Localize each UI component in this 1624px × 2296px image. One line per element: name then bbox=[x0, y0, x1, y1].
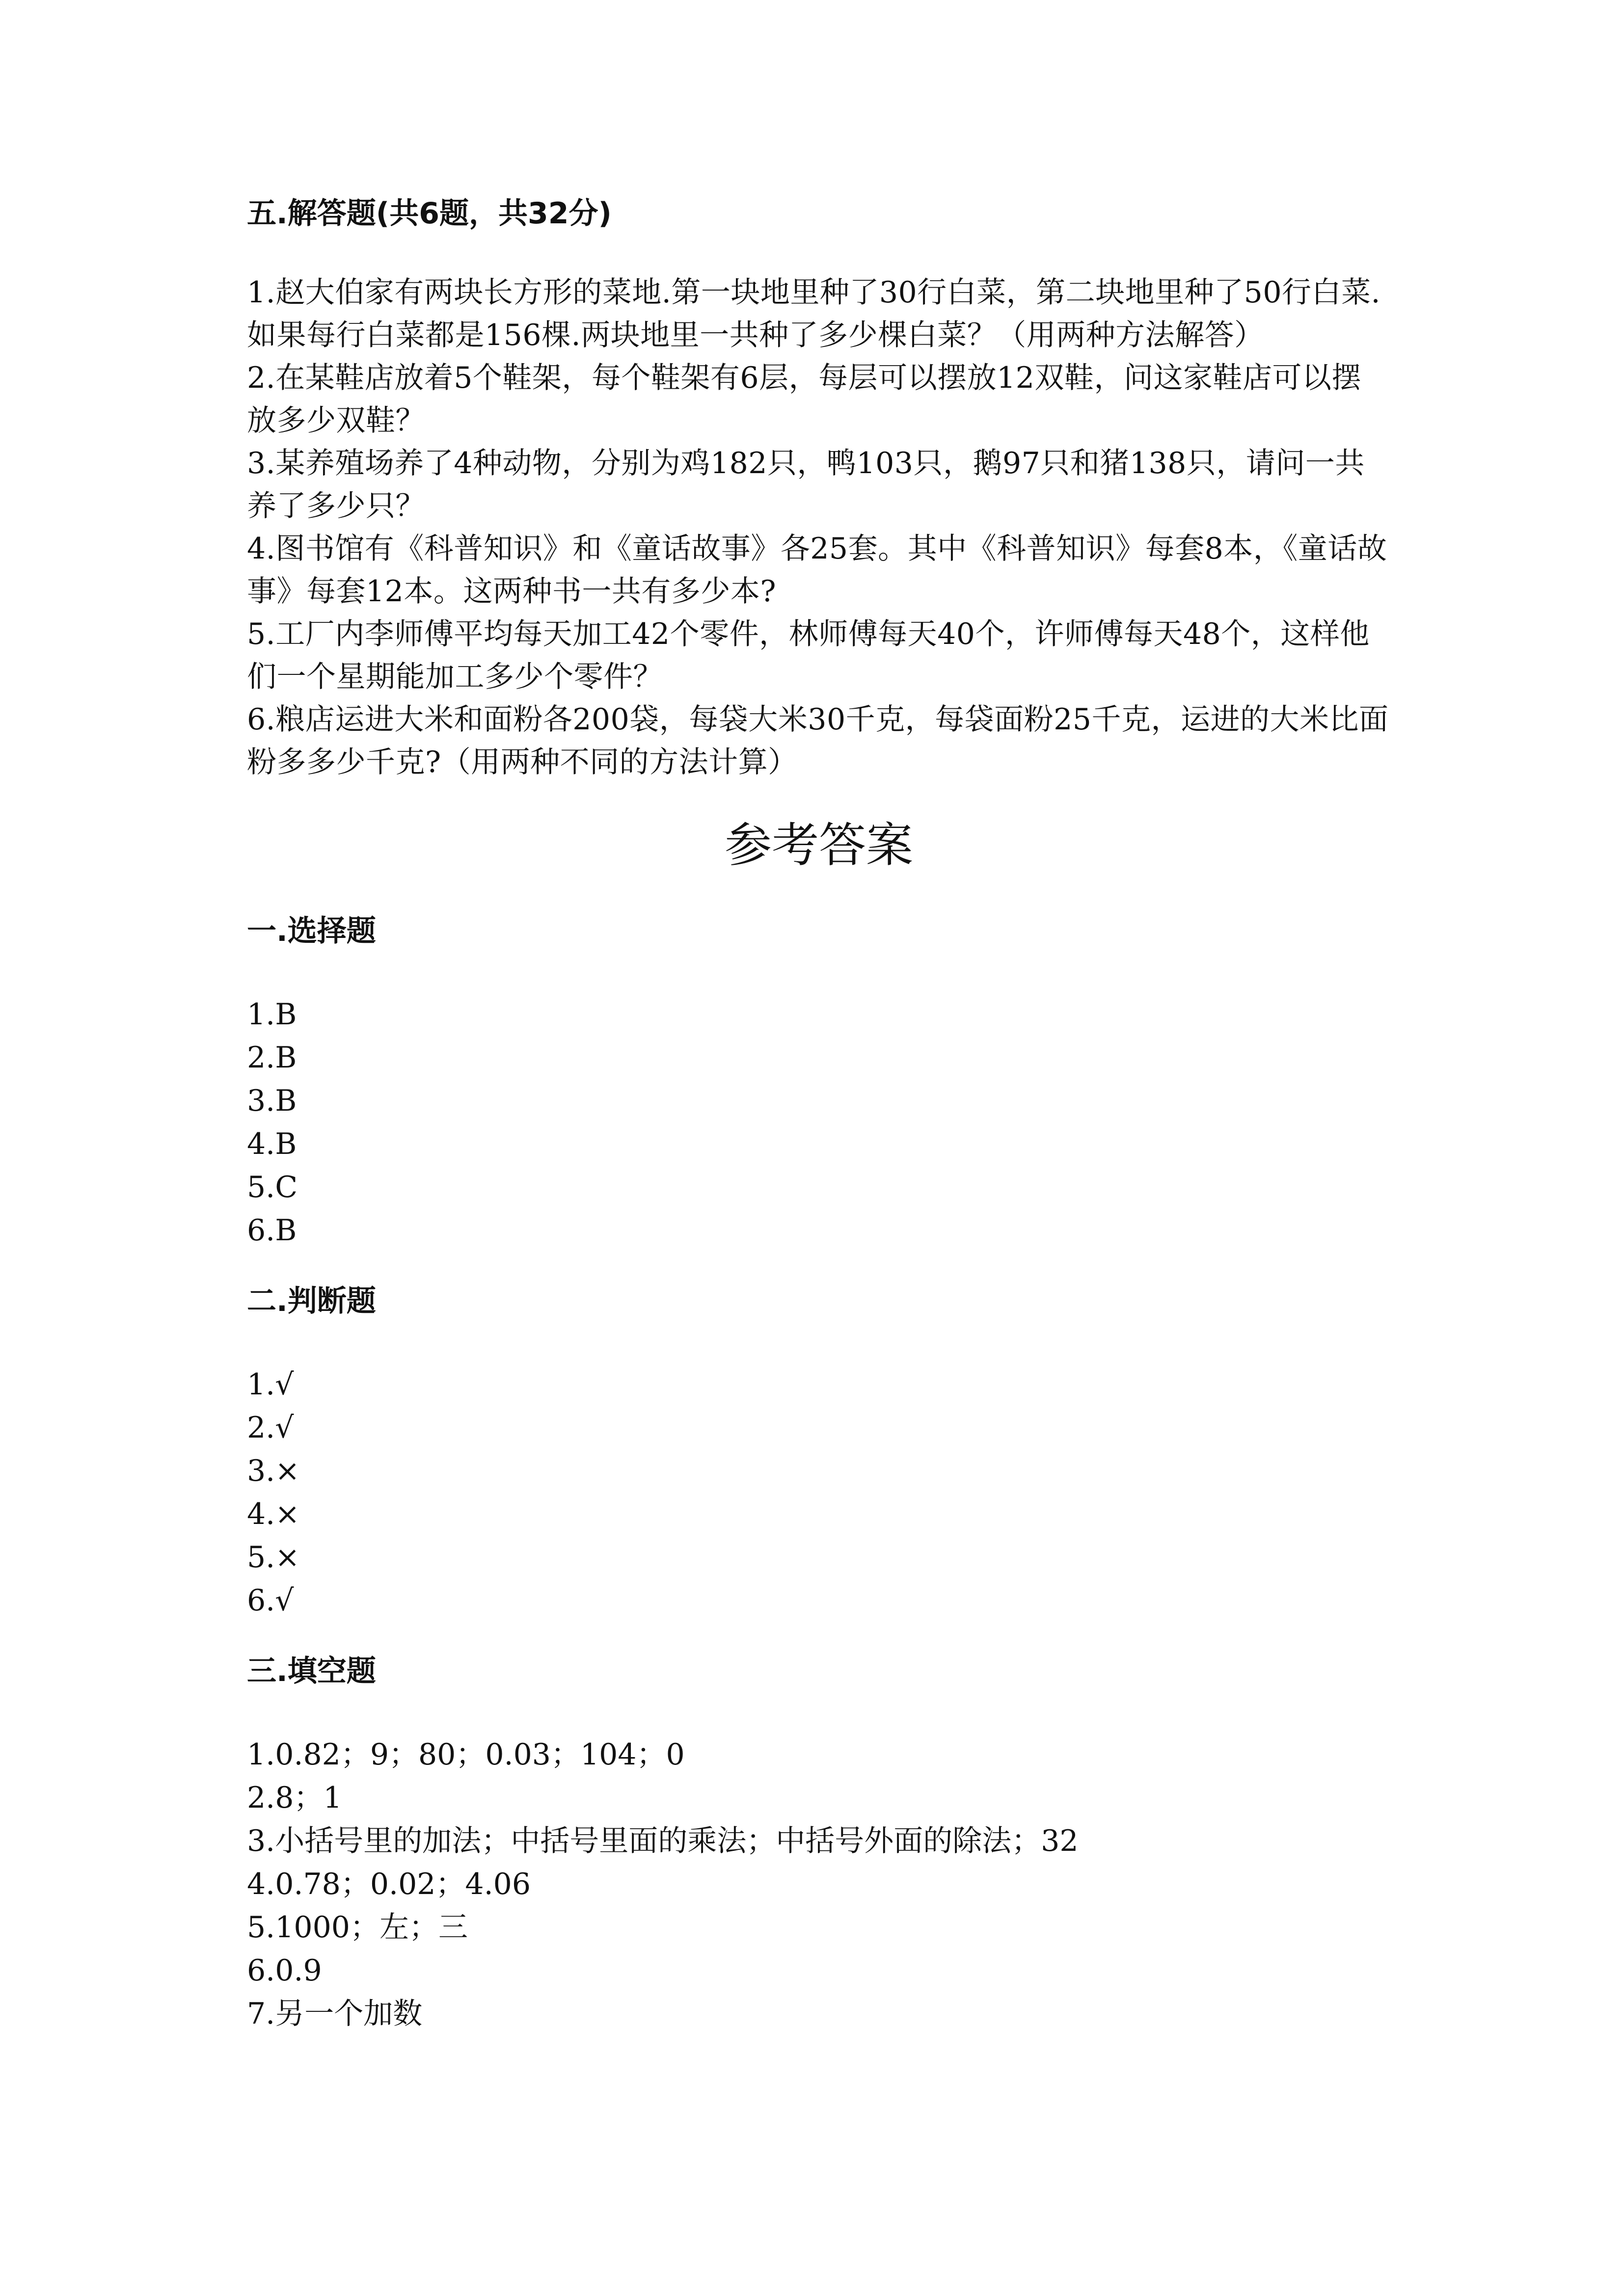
answer-section-heading: 一.选择题 bbox=[247, 914, 376, 948]
answer-item: 6.B bbox=[247, 1213, 297, 1248]
answer-item: 6.0.9 bbox=[247, 1953, 322, 1988]
problem-4: 4.图书馆有《科普知识》和《童话故事》各25套。其中《科普知识》每套8本，《童话故事》每套12本。这两种书一共有多少本? bbox=[247, 532, 1387, 609]
answer-item: 4.0.78；0.02；4.06 bbox=[247, 1867, 531, 1901]
answer-item: 3.小括号里的加法；中括号里面的乘法；中括号外面的除法；32 bbox=[247, 1824, 1079, 1858]
problem-3: 3.某养殖场养了4种动物，分别为鸡182只，鸭103只，鹅97只和猪138只，请问一共养了多少只？ bbox=[247, 446, 1365, 523]
answer-item: 5.× bbox=[247, 1540, 300, 1575]
answer-section-fill-in bbox=[247, 1652, 1391, 2035]
answer-list bbox=[247, 1733, 1391, 2035]
answer-item: 1.B bbox=[247, 997, 297, 1032]
answer-item: 1.0.82；9；80；0.03；104；0 bbox=[247, 1737, 685, 1772]
answer-item: 2.8；1 bbox=[247, 1781, 342, 1815]
answer-item: 4.B bbox=[247, 1127, 297, 1161]
page-content bbox=[247, 194, 1391, 2035]
answer-item: 6.√ bbox=[247, 1583, 294, 1618]
problem-5: 5.工厂内李师傅平均每天加工42个零件，林师傅每天40个，许师傅每天48个，这样他们一个星期能加工多少个零件？ bbox=[247, 617, 1370, 694]
answer-section-heading: 二.判断题 bbox=[247, 1284, 376, 1318]
problem-1: 1.赵大伯家有两块长方形的菜地.第一块地里种了30行白菜，第二块地里种了50行白菜.如果每行白菜都是156棵.两块地里一共种了多少棵白菜？（用两种方法解答） bbox=[247, 275, 1381, 352]
answer-item: 5.1000；左；三 bbox=[247, 1910, 468, 1945]
answer-section-heading: 三.填空题 bbox=[247, 1654, 376, 1688]
answer-item: 4.× bbox=[247, 1497, 300, 1531]
answer-item: 7.另一个加数 bbox=[247, 1997, 423, 2031]
answer-item: 2.B bbox=[247, 1041, 297, 1075]
part5-heading: 五.解答题(共6题，共32分) bbox=[247, 196, 612, 231]
answer-list bbox=[247, 1363, 1391, 1622]
answer-item: 1.√ bbox=[247, 1367, 294, 1402]
answer-list bbox=[247, 993, 1391, 1252]
answer-section-choice bbox=[247, 911, 1391, 1252]
answer-item: 2.√ bbox=[247, 1411, 294, 1445]
problem-list bbox=[247, 271, 1391, 784]
answer-item: 3.B bbox=[247, 1084, 297, 1118]
answer-item: 3.× bbox=[247, 1454, 300, 1488]
answer-item: 5.C bbox=[247, 1170, 298, 1204]
problem-6: 6.粮店运进大米和面粉各200袋，每袋大米30千克，每袋面粉25千克，运进的大米比面粉多多少千克?（用两种不同的方法计算） bbox=[247, 702, 1389, 779]
answer-section-judgement bbox=[247, 1281, 1391, 1622]
answer-title: 参考答案 bbox=[725, 818, 913, 873]
problem-2: 2.在某鞋店放着5个鞋架，每个鞋架有6层，每层可以摆放12双鞋，问这家鞋店可以摆放多少双鞋？ bbox=[247, 361, 1361, 438]
